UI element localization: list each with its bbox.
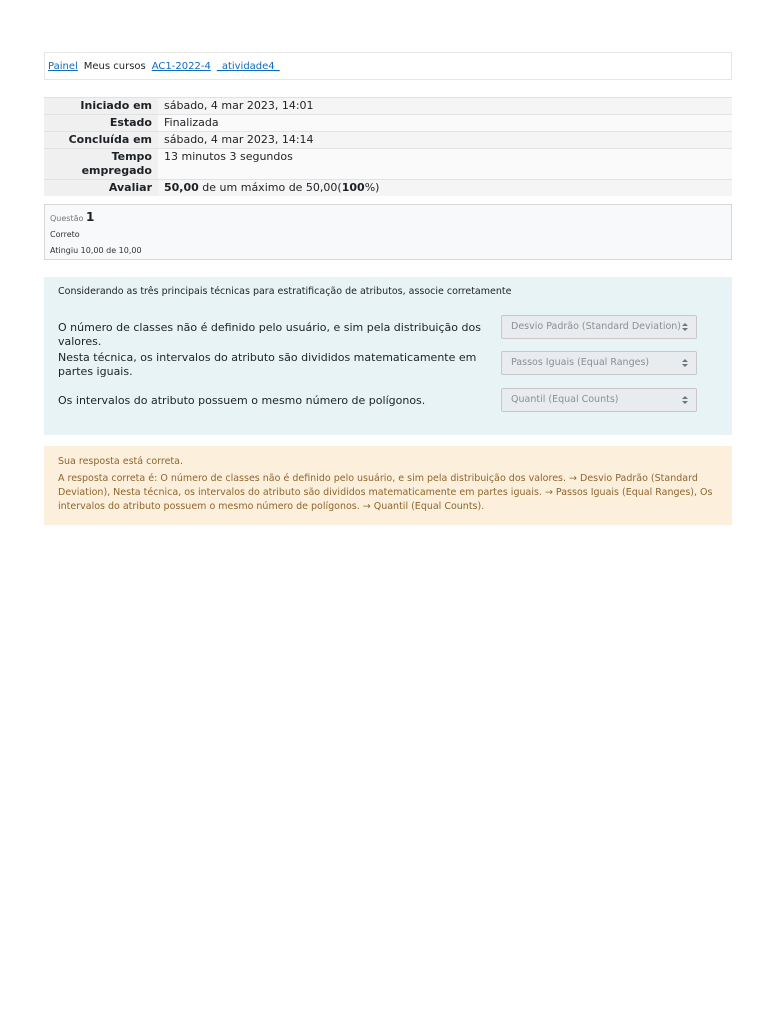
breadcrumb-course-link[interactable]: AC1-2022-4 xyxy=(151,60,211,72)
question-prompt: Considerando as três principais técnicas para estratificação de atributos, associe corretamente xyxy=(58,286,512,297)
match-text: Os intervalos do atributo possuem o mesmo número de polígonos. xyxy=(58,394,426,407)
breadcrumb xyxy=(44,52,732,80)
summary-value: 13 minutos 3 segundos xyxy=(158,149,732,180)
question-label: Questão xyxy=(50,214,84,223)
summary-value: sábado, 4 mar 2023, 14:01 xyxy=(158,98,732,115)
match-select[interactable] xyxy=(501,351,697,375)
summary-row-grade xyxy=(44,180,732,197)
match-select-value: Desvio Padrão (Standard Deviation) xyxy=(511,321,682,332)
summary-value: Finalizada xyxy=(158,115,732,132)
match-select-value: Quantil (Equal Counts) xyxy=(511,394,619,405)
summary-row-completed xyxy=(44,132,732,149)
select-caret-icon xyxy=(682,394,688,406)
breadcrumb-meus-cursos: Meus cursos xyxy=(83,60,146,72)
breadcrumb-painel-link[interactable]: Painel xyxy=(48,60,78,72)
grade-text: de um máximo de 50,00( xyxy=(198,181,342,194)
summary-row-started xyxy=(44,98,732,115)
summary-row-time xyxy=(44,149,732,180)
grade-score: 50,00 xyxy=(164,181,199,194)
summary-value: sábado, 4 mar 2023, 14:14 xyxy=(158,132,732,149)
question-formulation xyxy=(44,277,732,435)
match-text: O número de classes não é definido pelo usuário, e sim pela distribuição dos valores. xyxy=(58,321,481,348)
grade-text-end: %) xyxy=(364,181,380,194)
question-info xyxy=(44,204,732,260)
summary-label: Concluída em xyxy=(44,132,158,149)
summary-label: Estado xyxy=(44,115,158,132)
match-text: Nesta técnica, os intervalos do atributo são divididos matematicamente em partes iguais. xyxy=(58,351,477,378)
match-select-value: Passos Iguais (Equal Ranges) xyxy=(511,357,650,368)
summary-label: Iniciado em xyxy=(44,98,158,115)
attempt-summary-table xyxy=(44,97,732,196)
select-caret-icon xyxy=(682,357,688,369)
summary-label: Tempo empregado xyxy=(44,149,158,180)
question-number: 1 xyxy=(85,210,95,224)
grade-percent: 100 xyxy=(341,181,365,194)
select-caret-icon xyxy=(682,321,688,333)
summary-row-state xyxy=(44,115,732,132)
summary-value xyxy=(158,180,732,197)
question-status: Correto xyxy=(50,230,80,239)
question-grade: Atingiu 10,00 de 10,00 xyxy=(50,246,142,255)
match-select[interactable] xyxy=(501,388,697,412)
breadcrumb-activity-link[interactable]: _atividade4_ xyxy=(216,60,280,72)
feedback-title: Sua resposta está correta. xyxy=(58,456,183,467)
feedback-correct-answer: A resposta correta é: O número de classes não é definido pelo usuário, e sim pela distribuição dos valores. → Desvio Padrão (Standard Deviation), Nesta técnica, os intervalos do atributo são divididos matematicamente em partes iguais. → Passos Iguais (Equal Ranges), Os intervalos do atributo possuem o mesmo número de polígonos. → Quantil (Equal Counts). xyxy=(58,473,713,512)
answer-feedback xyxy=(44,446,732,525)
match-select[interactable] xyxy=(501,315,697,339)
summary-label: Avaliar xyxy=(44,180,158,197)
